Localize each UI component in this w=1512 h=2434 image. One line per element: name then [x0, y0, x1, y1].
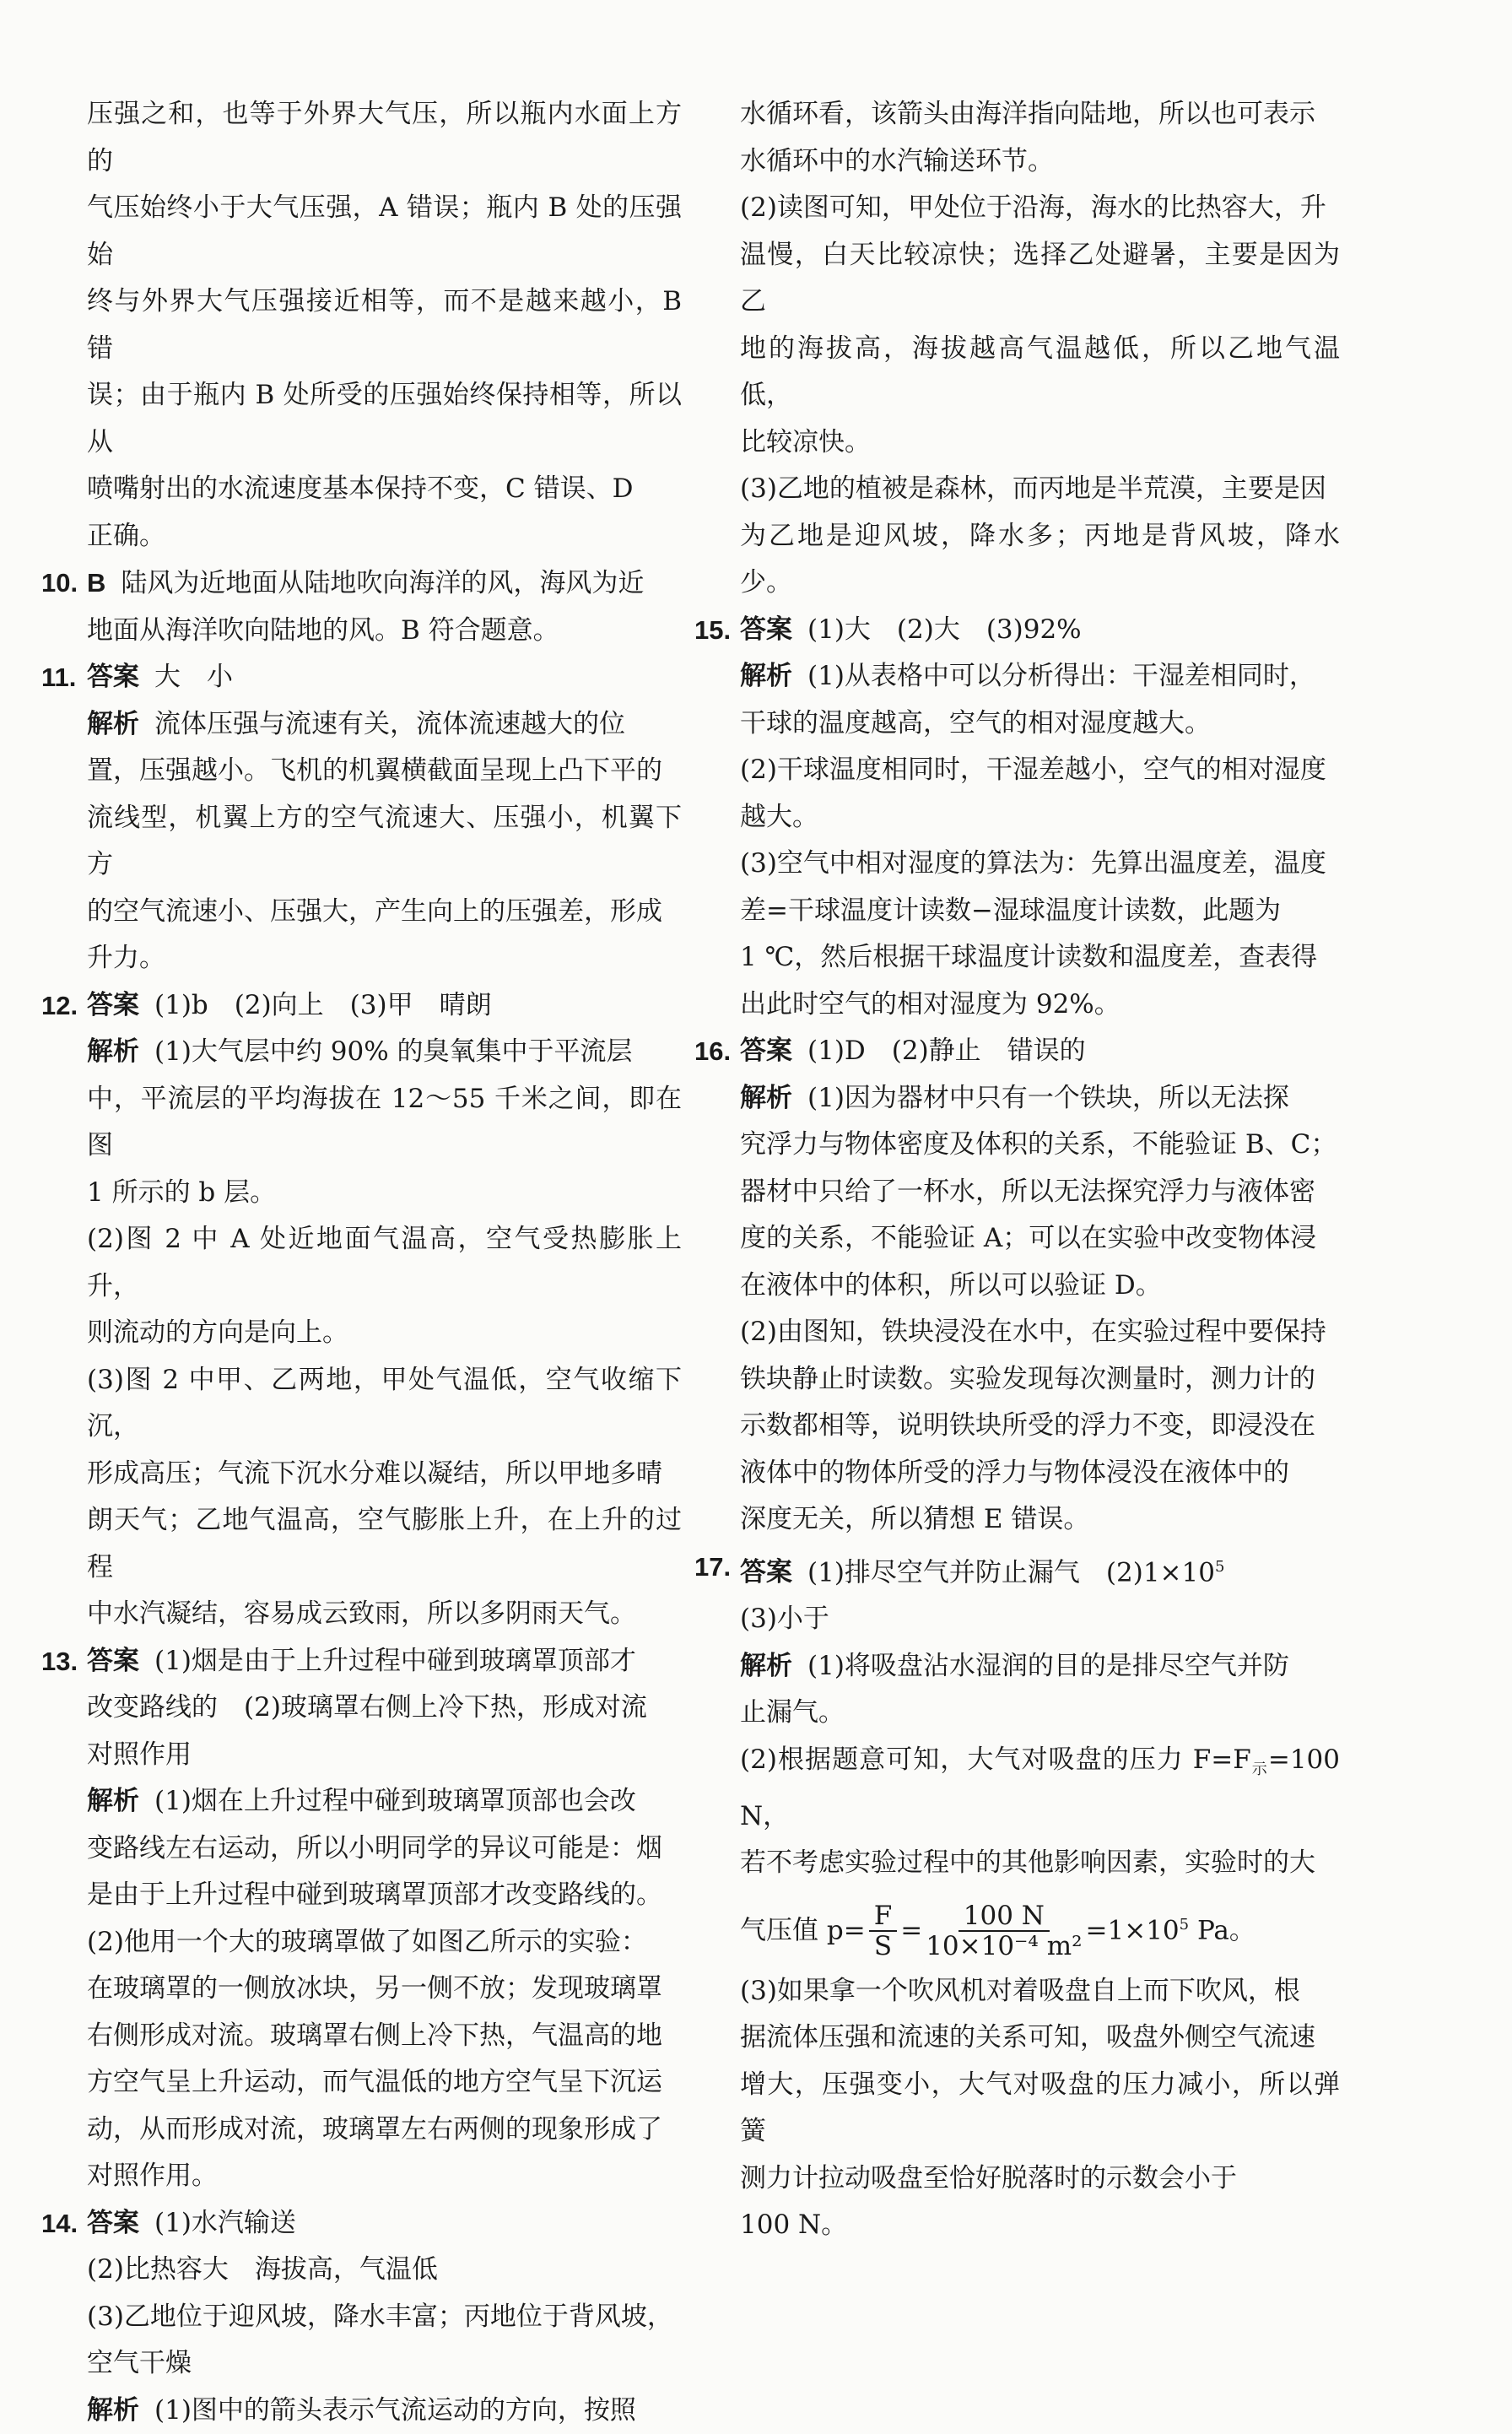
answer-label: 答案: [740, 1557, 792, 1588]
text-line: 地面从海洋吹向陆地的风。B 符合题意。: [87, 608, 682, 655]
text-line: [740, 653, 1340, 700]
text-segment: (1)将吸盘沾水湿润的目的是排尽空气并防: [807, 1651, 1289, 1681]
text-line: 变路线左右运动，所以小明同学的异议可能是：烟: [87, 1826, 682, 1873]
text-line: 右侧形成对流。玻璃罩右侧上冷下热，气温高的地: [87, 2013, 682, 2060]
question-10: [69, 560, 682, 654]
explanation-label: 解析: [87, 709, 139, 739]
text-line: [740, 1075, 1340, 1122]
text-line: 比较凉快。: [740, 419, 1340, 467]
text-segment: (2)根据题意可知，大气对吸盘的压力 F=F: [740, 1744, 1251, 1775]
answer-label: 答案: [87, 2208, 139, 2238]
text-line: 朗天气；乙地气温高，空气膨胀上升，在上升的过程: [87, 1497, 682, 1591]
text-segment: Pa。: [1189, 1915, 1256, 1945]
text-line: 测力计拉动吸盘至恰好脱落时的示数会小于: [740, 2155, 1340, 2203]
right-column: [722, 91, 1340, 2249]
text-segment: (1)从表格中可以分析得出：干湿差相同时，: [807, 661, 1315, 691]
answer-line: [740, 1028, 1340, 1075]
text-segment: 陆风为近地面从陆地吹向海洋的风，海风为近: [121, 568, 644, 598]
question-number: 14.: [41, 2200, 78, 2247]
question-number: 15.: [694, 607, 731, 654]
text-line: 流线型，机翼上方的空气流速大、压强小，机翼下方: [87, 795, 682, 889]
text-line: 中水汽凝结，容易成云致雨，所以多阴雨天气。: [87, 1591, 682, 1638]
text-line: 1 ℃，然后根据干球温度计读数和温度差，查表得: [740, 934, 1340, 982]
question-17: [722, 1544, 1340, 2249]
text-line: 的空气流速小、压强大，产生向上的压强差，形成: [87, 889, 682, 936]
text-line: (3)如果拿一个吹风机对着吸盘自上而下吹风，根: [740, 1968, 1340, 2015]
question-number: 10.: [41, 560, 78, 607]
subscript: 示: [1251, 1761, 1268, 1778]
text-line: 空气干燥: [87, 2340, 682, 2388]
text-line: 改变路线的 (2)玻璃罩右侧上冷下热，形成对流: [87, 1685, 682, 1732]
text-line: 地的海拔高，海拔越高气温越低，所以乙地气温低，: [740, 326, 1340, 419]
text-line: 干球的温度越高，空气的相对湿度越大。: [740, 700, 1340, 748]
text-line: 在液体中的体积，所以可以验证 D。: [740, 1263, 1340, 1310]
text-line: 方空气呈上升运动，而气温低的地方空气呈下沉运: [87, 2059, 682, 2107]
text-segment: 气压值 p=: [740, 1915, 866, 1945]
answer-label: 答案: [740, 1036, 792, 1066]
text-line: 升力。: [87, 935, 682, 982]
text-line: 100 N。: [740, 2202, 1340, 2249]
denominator: S: [874, 1932, 892, 1961]
question-15: [722, 607, 1340, 1029]
text-line: 在玻璃罩的一侧放冰块，另一侧不放；发现玻璃罩: [87, 1966, 682, 2013]
answer-line: [740, 607, 1340, 654]
question-13: [69, 1638, 682, 2200]
answer-text: 大 小: [154, 662, 233, 692]
question-11: [69, 654, 682, 982]
text-line: 对照作用。: [87, 2153, 682, 2200]
explanation-label: 解析: [87, 1036, 139, 1067]
text-line: [87, 1029, 682, 1076]
text-line: 出此时空气的相对湿度为 92%。: [740, 982, 1340, 1029]
explanation-label: 解析: [740, 1083, 792, 1113]
text-line: 终与外界大气压强接近相等，而不是越来越小，B 错: [87, 279, 682, 372]
text-line: (2)由图知，铁块浸没在水中，在实验过程中要保持: [740, 1309, 1340, 1356]
text-line: (2)他用一个大的玻璃罩做了如图乙所示的实验：: [87, 1919, 682, 1966]
q14-continuation: [722, 91, 1340, 607]
text-line: 中，平流层的平均海拔在 12～55 千米之间，即在图: [87, 1076, 682, 1170]
text-line: 器材中只给了一杯水，所以无法探究浮力与液体密: [740, 1169, 1340, 1216]
text-line: 则流动的方向是向上。: [87, 1310, 682, 1357]
question-number: 13.: [41, 1638, 78, 1685]
answer-label: 答案: [87, 990, 139, 1020]
answer-label: 答案: [740, 614, 792, 645]
text-line: 1 所示的 b 层。: [87, 1170, 682, 1217]
text-line: 为乙地是迎风坡，降水多；丙地是背风坡，降水少。: [740, 513, 1340, 607]
fraction-value: [926, 1901, 1082, 1961]
text-line: 正确。: [87, 513, 682, 560]
text-line: 对照作用: [87, 1732, 682, 1779]
exponent: 5: [1215, 1558, 1224, 1576]
text-segment: (1)图中的箭头表示气流运动的方向，按照: [154, 2395, 636, 2426]
text-line: [87, 1778, 682, 1826]
text-line: 若不考虑实验过程中的其他影响因素，实验时的大: [740, 1840, 1340, 1887]
answer-line: [87, 982, 682, 1030]
question-number: 11.: [41, 654, 76, 701]
explanation-label: 解析: [740, 1651, 792, 1681]
question-14: [69, 2200, 682, 2434]
text-line: 铁块静止时读数。实验发现每次测量时，测力计的: [740, 1356, 1340, 1404]
text-line: (3)小于: [740, 1596, 1340, 1643]
answer-line: [87, 2200, 682, 2247]
question-12: [69, 982, 682, 1638]
text-line: [740, 1643, 1340, 1690]
text-line: 水循环中的水汽输送环节。: [740, 138, 1340, 186]
text-line: 喷嘴射出的水流速度基本保持不变，C 错误、D: [87, 466, 682, 513]
text-line: 动，从而形成对流，玻璃罩左右两侧的现象形成了: [87, 2107, 682, 2154]
question-number: 17.: [694, 1544, 731, 1591]
text-line: 水循环看，该箭头由海洋指向陆地，所以也可表示: [740, 91, 1340, 138]
text-line: (3)乙地的植被是森林，而丙地是半荒漠，主要是因: [740, 466, 1340, 513]
text-line: 越大。: [740, 794, 1340, 841]
explanation-label: 解析: [87, 1786, 139, 1816]
answer-text: (1)b (2)向上 (3)甲 晴朗: [154, 990, 492, 1020]
question-number: 16.: [694, 1028, 731, 1075]
text-line: [87, 2388, 682, 2434]
answer-text: (1)烟是由于上升过程中碰到玻璃罩顶部才: [154, 1646, 636, 1676]
answer-label: 答案: [87, 1646, 139, 1676]
numerator: 100 N: [958, 1901, 1050, 1932]
text-segment: (1)因为器材中只有一个铁块，所以无法探: [807, 1083, 1289, 1113]
text-line: 温慢，白天比较凉快；选择乙处避暑，主要是因为乙: [740, 232, 1340, 326]
text-line: (3)空气中相对湿度的算法为：先算出温度差，温度: [740, 841, 1340, 888]
text-line: [87, 560, 682, 608]
text-line: (3)图 2 中甲、乙两地，甲处气温低，空气收缩下沉，: [87, 1357, 682, 1451]
text-line: 示数都相等，说明铁块所受的浮力不变，即浸没在: [740, 1403, 1340, 1450]
text-line: 止漏气。: [740, 1690, 1340, 1737]
text-line: 置，压强越小。飞机的机翼横截面呈现上凸下平的: [87, 748, 682, 795]
text-line: 度的关系，不能验证 A；可以在实验中改变物体浸: [740, 1215, 1340, 1263]
q9-continuation: [69, 91, 682, 560]
left-column: [69, 91, 682, 2434]
text-line: 形成高压；气流下沉水分难以凝结，所以甲地多晴: [87, 1451, 682, 1498]
fraction-f-over-s: [869, 1901, 898, 1961]
text-line: (2)读图可知，甲处位于沿海，海水的比热容大，升: [740, 185, 1340, 232]
text-line: [87, 701, 682, 749]
explanation-label: 解析: [740, 661, 792, 691]
text-line: 是由于上升过程中碰到玻璃罩顶部才改变路线的。: [87, 1872, 682, 1919]
answer-choice: B: [87, 568, 105, 598]
text-segment: 流体压强与流速有关，流体流速越大的位: [154, 709, 625, 739]
answer-text: (1)排尽空气并防止漏气 (2)1×10: [807, 1557, 1215, 1588]
question-number: 12.: [41, 982, 78, 1030]
answer-line: [87, 1638, 682, 1685]
formula-line: 气压值 p= $\frac{F}{S}$ = $\frac{100 N}{\text{10×10⁻⁴ m²}}$ $=1\times 10^5$ Pa。: [740, 1887, 1340, 1968]
answer-text: (1)大 (2)大 (3)92%: [807, 614, 1082, 645]
text-line: 增大，压强变小，大气对吸盘的压力减小，所以弹簧: [740, 2062, 1340, 2155]
answer-text: (1)D (2)静止 错误的: [807, 1036, 1086, 1066]
text-line: 据流体压强和流速的关系可知，吸盘外侧空气流速: [740, 2015, 1340, 2062]
answer-line: [740, 1544, 1340, 1597]
answer-text: (1)水汽输送: [154, 2208, 296, 2238]
text-segment: (1)大气层中约 90% 的臭氧集中于平流层: [154, 1036, 633, 1067]
text-segment: (1)烟在上升过程中碰到玻璃罩顶部也会改: [154, 1786, 636, 1816]
text-line: (2)图 2 中 A 处近地面气温高，空气受热膨胀上升，: [87, 1216, 682, 1310]
exponent: 5: [1180, 1916, 1189, 1934]
numerator: F: [869, 1901, 898, 1932]
answer-line: [87, 654, 682, 701]
text-line: 深度无关，所以猜想 E 错误。: [740, 1496, 1340, 1544]
explanation-label: 解析: [87, 2395, 139, 2426]
text-line: 误；由于瓶内 B 处所受的压强始终保持相等，所以从: [87, 372, 682, 466]
text-line: [740, 1737, 1340, 1840]
text-segment: =100 N，: [740, 1744, 1340, 1831]
text-line: (2)干球温度相同时，干湿差越小，空气的相对湿度: [740, 747, 1340, 794]
text-line: (3)乙地位于迎风坡，降水丰富；丙地位于背风坡，: [87, 2294, 682, 2341]
denominator: 10×10⁻⁴ m²: [926, 1932, 1082, 1961]
answer-label: 答案: [87, 662, 139, 692]
text-line: 液体中的物体所受的浮力与物体浸没在液体中的: [740, 1450, 1340, 1497]
text-line: 差=干球温度计读数−湿球温度计读数，此题为: [740, 888, 1340, 935]
text-line: 气压始终小于大气压强，A 错误；瓶内 B 处的压强始: [87, 185, 682, 279]
text-line: (2)比热容大 海拔高，气温低: [87, 2247, 682, 2294]
question-16: [722, 1028, 1340, 1544]
text-line: 究浮力与物体密度及体积的关系，不能验证 B、C；: [740, 1122, 1340, 1169]
text-line: 压强之和，也等于外界大气压，所以瓶内水面上方的: [87, 91, 682, 185]
text-segment: =1×10: [1086, 1915, 1180, 1945]
